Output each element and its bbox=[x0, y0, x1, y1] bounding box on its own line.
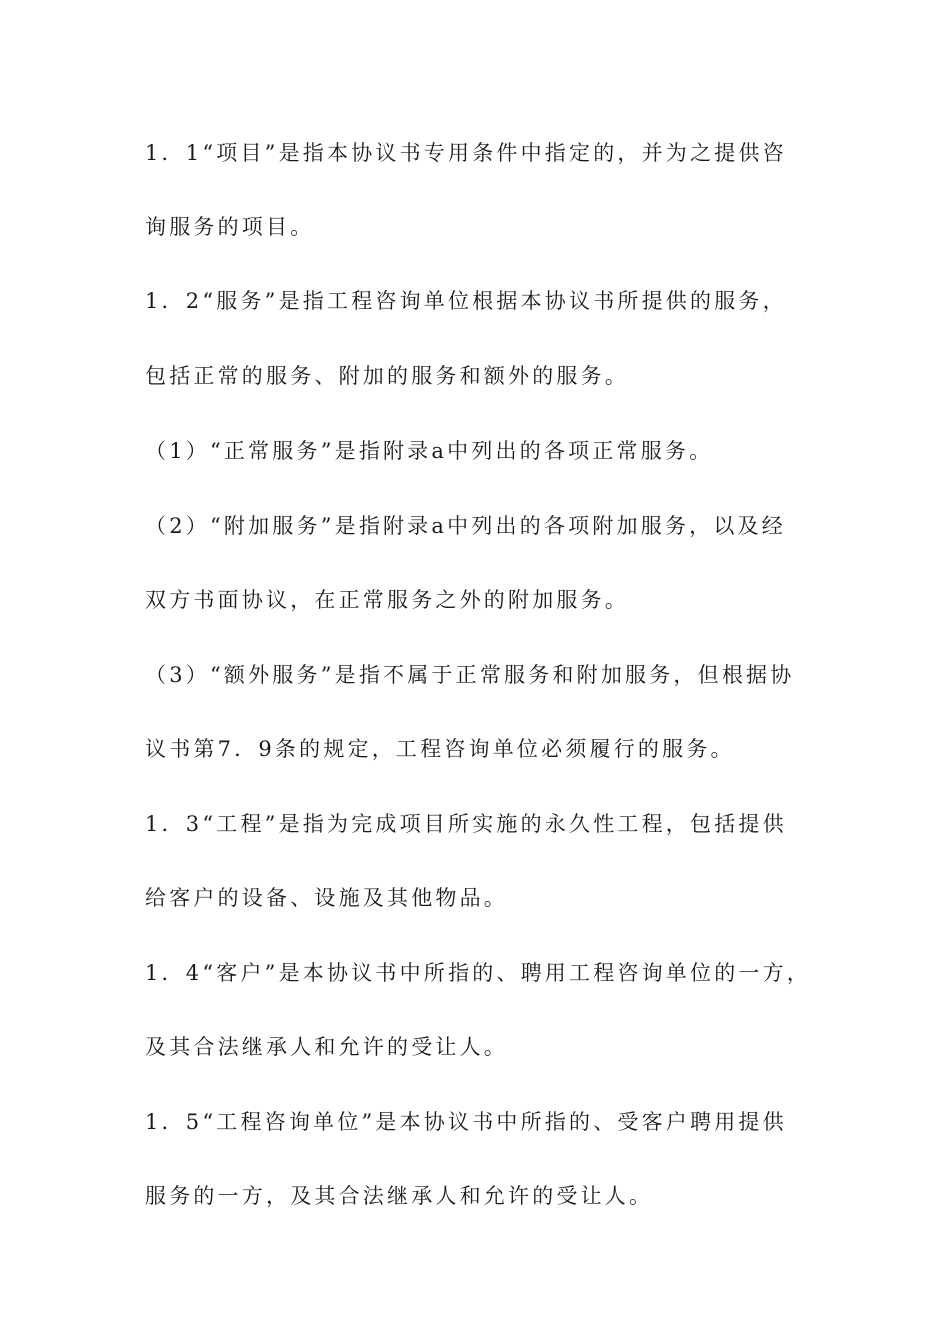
clause-1-2-item-3-line-2: 议书第7．9条的规定，工程咨询单位必须履行的服务。 bbox=[145, 737, 735, 761]
clause-1-4-line-2: 及其合法继承人和允许的受让人。 bbox=[145, 1035, 508, 1059]
clause-1-4-line-1: 1．4“客户”是本协议书中所指的、聘用工程咨询单位的一方， bbox=[145, 961, 811, 985]
clause-1-3-line-1: 1．3“工程”是指为完成项目所实施的永久性工程，包括提供 bbox=[145, 812, 787, 836]
clause-1-3-line-2: 给客户的设备、设施及其他物品。 bbox=[145, 886, 508, 910]
clause-1-2-line-1: 1．2“服务”是指工程咨询单位根据本协议书所提供的服务， bbox=[145, 289, 787, 313]
clause-1-2-item-1: （1）“正常服务”是指附录a中列出的各项正常服务。 bbox=[145, 439, 714, 463]
clause-1-2-item-2-line-1: （2）“附加服务”是指附录a中列出的各项附加服务，以及经 bbox=[145, 514, 786, 538]
clause-1-2-item-2-line-2: 双方书面协议，在正常服务之外的附加服务。 bbox=[145, 588, 629, 612]
clause-1-2-line-2: 包括正常的服务、附加的服务和额外的服务。 bbox=[145, 364, 629, 388]
clause-1-1-line-2: 询服务的项目。 bbox=[145, 215, 315, 239]
clause-1-5-line-2: 服务的一方，及其合法继承人和允许的受让人。 bbox=[145, 1184, 654, 1208]
clause-1-5-line-1: 1．5“工程咨询单位”是本协议书中所指的、受客户聘用提供 bbox=[145, 1110, 787, 1134]
clause-1-2-item-3-line-1: （3）“额外服务”是指不属于正常服务和附加服务，但根据协 bbox=[145, 663, 795, 687]
clause-1-1-line-1: 1．1“项目”是指本协议书专用条件中指定的，并为之提供咨 bbox=[145, 141, 787, 165]
